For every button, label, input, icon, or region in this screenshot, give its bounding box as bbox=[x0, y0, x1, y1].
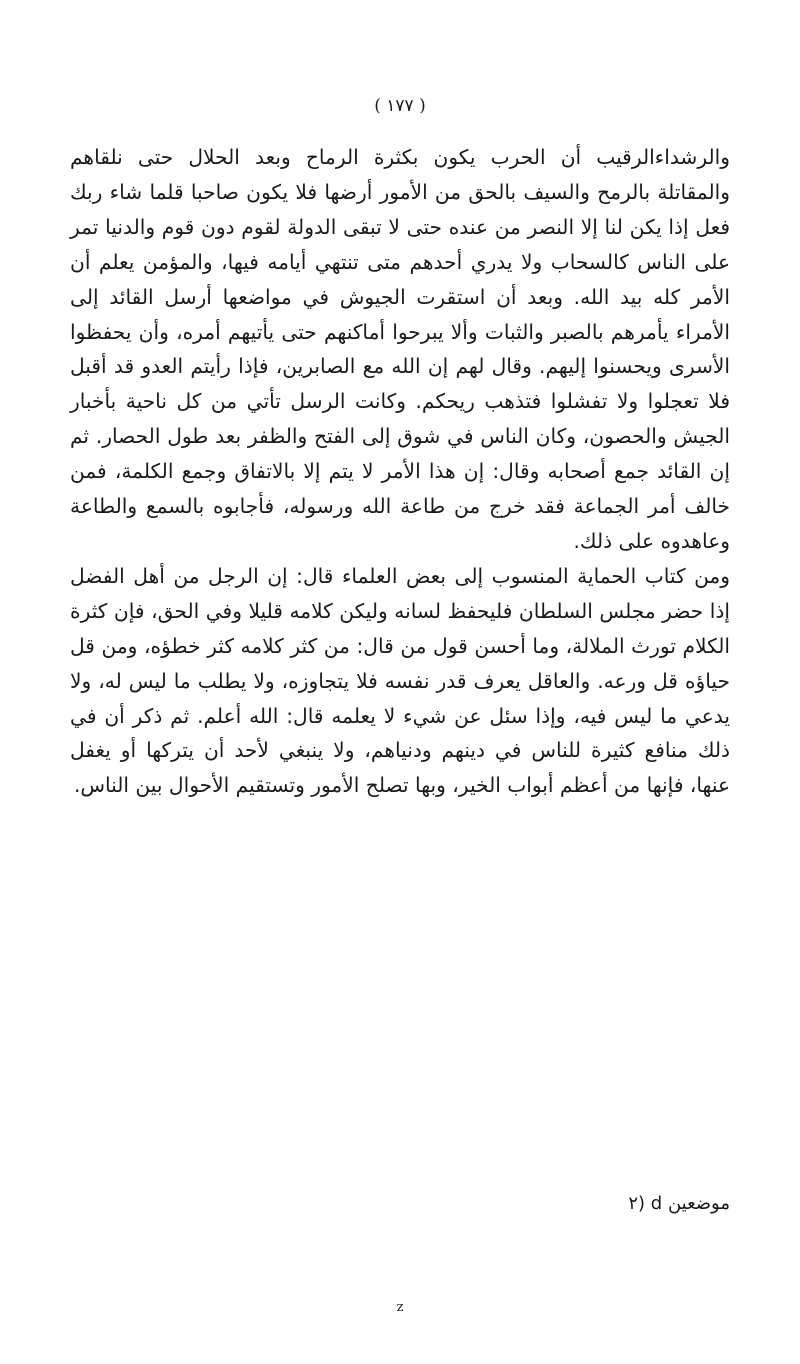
footnote: موضعين d (٢ bbox=[628, 1193, 730, 1214]
body-text bbox=[70, 140, 730, 803]
signature-mark: z bbox=[396, 1300, 404, 1315]
paragraph: ومن كتاب الحماية المنسوب إلى بعض العلماء قال: إن الرجل من أهل الفضل إذا حضر مجلس السلطان فليحفظ لسانه وليكن كلامه قليلا وفي الحق، فإن كثرة الكلام تورث الملالة، وما أحسن قول من قال: من كثر كلامه كثر خطؤه، ومن قل حياؤه قل ورعه. والعاقل يعرف قدر نفسه فلا يتجاوزه، ولا يطلب ما ليس له، ولا يدعي ما ليس فيه، وإذا سئل عن شيء لا يعلمه قال: الله أعلم. ثم ذكر أن في ذلك منافع كثيرة للناس في دينهم ودنياهم، ولا ينبغي لأحد أن يتركها أو يغفل عنها، فإنها من أعظم أبواب الخير، وبها تصلح الأمور وتستقيم الأحوال بين الناس. bbox=[70, 563, 730, 798]
page-number: ( ١٧٧ ) bbox=[374, 96, 426, 116]
paragraph: والرشداءالرقيب أن الحرب يكون بكثرة الرماح وبعد الحلال حتى نلقاهم والمقاتلة بالرمح والسيف بالحق من الأمور أرضها فلا يكون صاحبا قلما شاء ربك فعل إذا يكن لنا إلا النصر من عنده حتى لا تبقى الدولة لقوم دون قوم والدنيا تمر على الناس كالسحاب ولا يدري أحدهم متى تنتهي أيامه فيها، والمؤمن يعلم أن الأمر كله بيد الله. وبعد أن استقرت الجيوش في مواضعها أرسل القائد إلى الأمراء يأمرهم بالصبر والثبات وألا يبرحوا أماكنهم حتى يأتيهم أمره، وأن يحفظوا الأسرى ويحسنوا إليهم. وقال لهم إن الله مع الصابرين، فإذا رأيتم العدو قد أقبل فلا تعجلوا ولا تفشلوا فتذهب ريحكم. وكانت الرسل تأتي من كل ناحية بأخبار الجيش والحصون، وكان الناس في شوق إلى الفتح والظفر بعد طول الحصار. ثم إن القائد جمع أصحابه وقال: إن هذا الأمر لا يتم إلا بالاتفاق وجمع الكلمة، فمن خالف أمر الجماعة فقد خرج من طاعة الله ورسوله، فأجابوه بالسمع والطاعة وعاهدوه على ذلك. bbox=[70, 145, 730, 553]
